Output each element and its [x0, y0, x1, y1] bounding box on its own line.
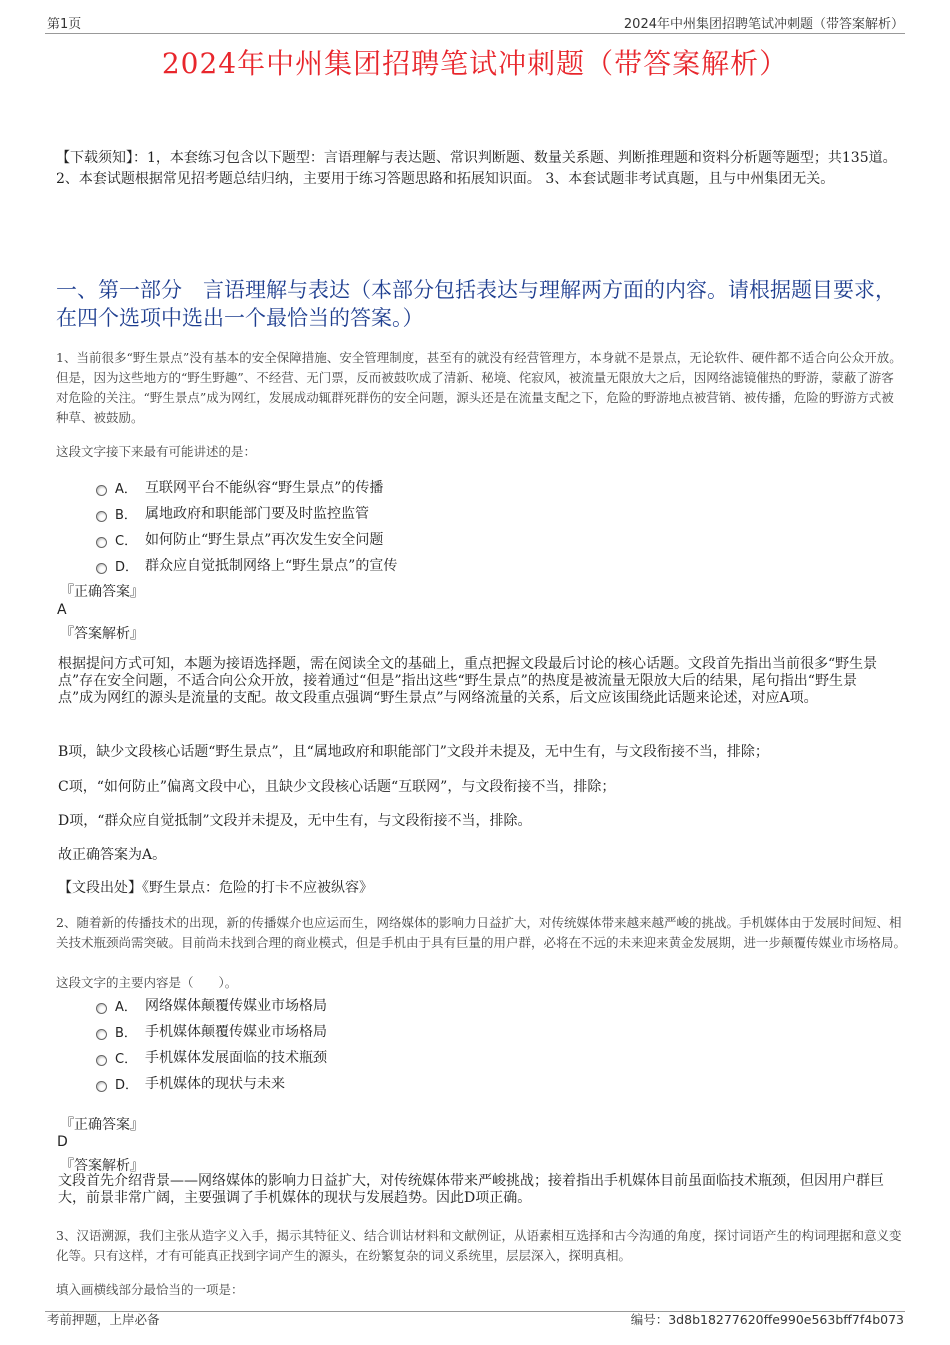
download-notice: 【下载须知】：1，本套练习包含以下题型：言语理解与表达题、常识判断题、数量关系题、判断推理题和资料分析题等题型；共135道。 2、本套试题根据常见招考题总结归纳，主要用于练习答题思路和拓展知识面。 3、本套试题非考试真题，且与中州集团无关。	[56, 150, 897, 187]
analysis-paragraph: D项，“群众应自觉抵制”文段并未提及，无中生有，与文段衔接不当，排除。	[58, 813, 532, 829]
radio-icon[interactable]	[96, 1029, 107, 1040]
radio-icon[interactable]	[96, 485, 107, 496]
section-title: 一、第一部分 言语理解与表达（本部分包括表达与理解两方面的内容。请根据题目要求，在四个选项中选出一个最恰当的答案。）	[56, 278, 896, 330]
option-d[interactable]: D． 群众应自觉抵制网络上“野生景点”的宣传	[96, 552, 397, 578]
page-number: 第1页	[47, 17, 82, 32]
option-b[interactable]: B． 手机媒体颠覆传媒业市场格局	[96, 1018, 327, 1044]
question-3-text: 3、汉语溯源，我们主张从造字义入手，揭示其特征义、结合训诂材料和文献例证，从语素相互选择和古今沟通的角度，探讨词语产生的构词理据和意义变化等。只有这样，才有可能真正找到字词产生的源头，在纷繁复杂的词义系统里，层层深入，探明真相。	[56, 1228, 902, 1263]
option-c[interactable]: C． 手机媒体发展面临的技术瓶颈	[96, 1044, 327, 1070]
correct-answer-value: A	[57, 602, 67, 618]
question-1-text: 1、当前很多“野生景点”没有基本的安全保障措施、安全管理制度，甚至有的就没有经营管理方，本身就不是景点，无论软件、硬件都不适合向公众开放。但是，因为这些地方的“野生野趣”、不经营、无门票，反而被鼓吹成了清新、秘境、侘寂风，被流量无限放大之后，因网络滤镜催热的野游，蒙蔽了游客对危险的关注。“野生景点”成为网红，发展成动辄群死群伤的安全问题，源头还是在流量支配之下，危险的野游地点被营销、被传播，危险的野游方式被种草、被鼓励。	[56, 350, 902, 425]
question-2-options	[96, 992, 327, 1096]
question-3-prompt: 填入画横线部分最恰当的一项是：	[56, 1282, 244, 1297]
running-header-title: 2024年中州集团招聘笔试冲刺题（带答案解析）	[623, 17, 904, 32]
header-divider	[45, 33, 905, 34]
analysis-paragraph: 文段首先介绍背景——网络媒体的影响力日益扩大，对传统媒体带来严峻挑战；接着指出手机媒体目前虽面临技术瓶颈，但因用户群巨大，前景非常广阔，主要强调了手机媒体的现状与发展趋势。因此D项正确。	[58, 1173, 884, 1206]
correct-answer-label: 『正确答案』	[60, 584, 144, 600]
question-1-options	[96, 474, 397, 578]
radio-icon[interactable]	[96, 563, 107, 574]
page-title: 2024年中州集团招聘笔试冲刺题（带答案解析）	[161, 47, 789, 80]
source-citation: 【文段出处】《野生景点：危险的打卡不应被纵容》	[58, 880, 373, 896]
analysis-paragraph: 根据提问方式可知，本题为接语选择题，需在阅读全文的基础上，重点把握文段最后讨论的核心话题。文段首先指出当前很多“野生景点”存在安全问题，不适合向公众开放，接着通过“但是”指出这些“野生景点”的热度是被流量无限放大后的结果，尾句指出“野生景点”成为网红的源头是流量的支配。故文段重点强调“野生景点”与网络流量的关系，后文应该围绕此话题来论述，对应A项。	[58, 656, 878, 706]
analysis-paragraph: 故正确答案为A。	[58, 847, 167, 863]
footer-slogan: 考前押题，上岸必备	[47, 1312, 160, 1327]
correct-answer-label: 『正确答案』	[60, 1117, 144, 1133]
option-a[interactable]: A． 互联网平台不能纵容“野生景点”的传播	[96, 474, 397, 500]
question-2-text: 2、随着新的传播技术的出现，新的传播媒介也应运而生，网络媒体的影响力日益扩大，对传统媒体带来越来越严峻的挑战。手机媒体由于发展时间短、相关技术瓶颈尚需突破。目前尚未找到合理的商业模式，但是手机由于具有巨量的用户群，必将在不远的未来迎来黄金发展期，进一步颠覆传媒业市场格局。	[56, 915, 907, 950]
radio-icon[interactable]	[96, 511, 107, 522]
option-b[interactable]: B． 属地政府和职能部门要及时监控监管	[96, 500, 397, 526]
analysis-paragraph: B项，缺少文段核心话题“野生景点”，且“属地政府和职能部门”文段并未提及，无中生有，与文段衔接不当，排除；	[58, 744, 769, 760]
question-2-prompt: 这段文字的主要内容是（ ）。	[56, 975, 238, 990]
option-a[interactable]: A． 网络媒体颠覆传媒业市场格局	[96, 992, 327, 1018]
option-d[interactable]: D． 手机媒体的现状与未来	[96, 1070, 327, 1096]
correct-answer-value: D	[57, 1134, 68, 1150]
radio-icon[interactable]	[96, 1055, 107, 1066]
option-c[interactable]: C． 如何防止“野生景点”再次发生安全问题	[96, 526, 397, 552]
analysis-label: 『答案解析』	[60, 1158, 144, 1174]
radio-icon[interactable]	[96, 537, 107, 548]
footer-doc-id: 编号：3d8b18277620ffe990e563bff7f4b073	[630, 1312, 904, 1327]
analysis-paragraph: C项，“如何防止”偏离文段中心，且缺少文段核心话题“互联网”，与文段衔接不当，排除；	[58, 779, 616, 795]
question-1-prompt: 这段文字接下来最有可能讲述的是：	[56, 444, 257, 459]
analysis-label: 『答案解析』	[60, 626, 144, 642]
radio-icon[interactable]	[96, 1003, 107, 1014]
radio-icon[interactable]	[96, 1081, 107, 1092]
